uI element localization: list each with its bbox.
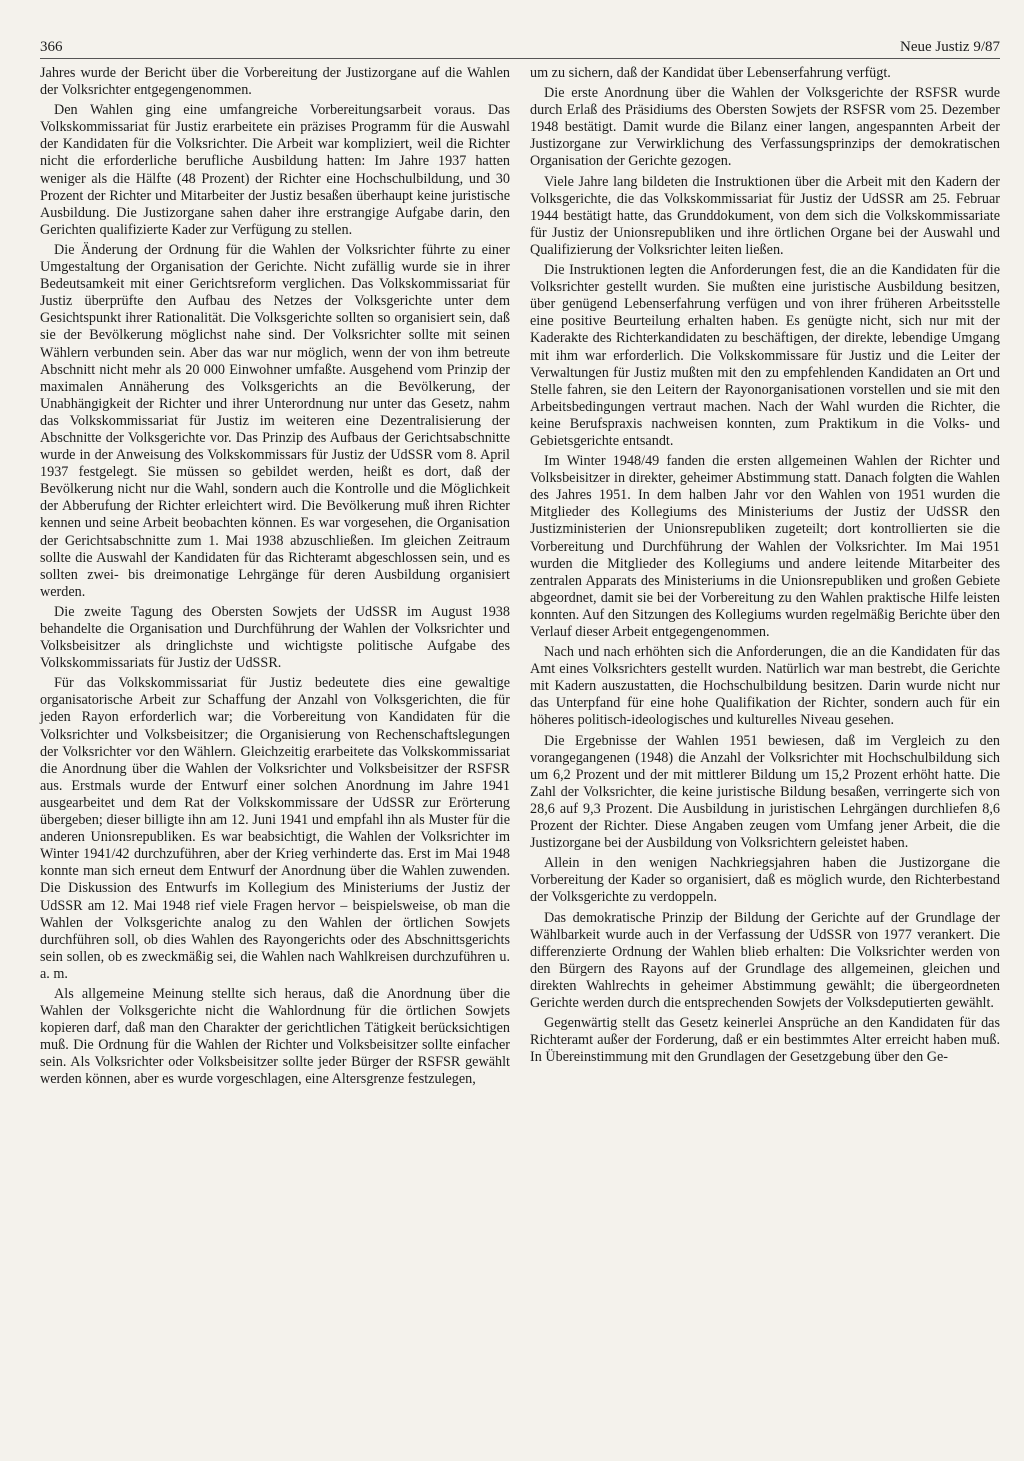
paragraph: Das demokratische Prinzip der Bildung der Gerichte auf der Grundlage der Wählbarkeit wurde auch in der Verfassung der UdSSR von 1977 verankert. Die differenzierte Ordnung der Wahlen blieb erhalten: Die Volksrichter werden von den Bürgern des Rayons auf der Grundlage des allgemeinen, gleichen und direkten Wahlrechts in geheimer Abstimmung gewählt; die übergeordneten Gerichte werden durch die entsprechenden Sowjets der Volksdeputierten gewählt. [530, 909, 1000, 1011]
left-column [40, 65, 510, 1092]
paragraph: Gegenwärtig stellt das Gesetz keinerlei Ansprüche an den Kandidaten für das Richteramt außer der Forderung, daß er ein bestimmtes Alter erreicht haben muß. In Übereinstimmung mit den Grundlagen der Gesetzgebung über den Ge- [530, 1015, 1000, 1066]
journal-issue: Neue Justiz 9/87 [900, 39, 1000, 55]
paragraph: Als allgemeine Meinung stellte sich heraus, daß die Anordnung über die Wahlen der Volksgerichte nicht die Wahlordnung für die örtlichen Sowjets kopieren darf, daß man den Charakter der gerichtlichen Tätigkeit berücksichtigen muß. Die Ordnung für die Wahlen der Richter und Volksbeisitzer sollte einfacher sein. Als Volksrichter oder Volksbeisitzer sollte jeder Bürger der RSFSR gewählt werden können, aber es wurde vorgeschlagen, eine Altersgrenze festzulegen, [40, 985, 510, 1088]
paragraph: Viele Jahre lang bildeten die Instruktionen über die Arbeit mit den Kadern der Volksgerichte, die das Volkskommissariat für Justiz der UdSSR am 25. Februar 1944 bestätigt hatte, das Grunddokument, von dem sich die Volkskommissariate für Justiz der Unionsrepubliken und ihre örtlichen Organe bei der Auswahl und Qualifizierung der Volksrichter leiten ließen. [530, 173, 1000, 258]
paragraph: Nach und nach erhöhten sich die Anforderungen, die an die Kandidaten für das Amt eines Volksrichters gestellt wurden. Natürlich war man bestrebt, die Gerichte mit Kadern auszustatten, die Hochschulbildung besitzen. Darin wurde nicht nur das Unterpfand für eine hohe Qualifikation der Richter, sondern auch für ein höheres politisch-ideologisches und kulturelles Niveau gesehen. [530, 644, 1000, 729]
paragraph: Den Wahlen ging eine umfangreiche Vorbereitungsarbeit voraus. Das Volkskommissariat für Justiz erarbeitete ein präzises Programm für die Auswahl der Kandidaten für die Volksrichter. Die Arbeit war kompliziert, weil die Richter nicht die erforderliche berufliche Ausbildung hatten: Im Jahre 1937 hatten weniger als die Hälfte (48 Prozent) der Richter eine Hochschulbildung, und 30 Prozent der Richter und Mitarbeiter der Justiz besaßen überhaupt keine juristische Ausbildung. Die Justizorgane sahen daher ihre erstrangige Aufgabe darin, den Gerichten qualifizierte Kader zur Verfügung zu stellen. [40, 102, 510, 238]
paragraph: Im Winter 1948/49 fanden die ersten allgemeinen Wahlen der Richter und Volksbeisitzer in direkter, geheimer Abstimmung statt. Danach folgten die Wahlen des Jahres 1951. In dem halben Jahr vor den Wahlen von 1951 wurden die Mitglieder des Kollegiums des Ministeriums der Justiz der UdSSR den Justizministerien der Unionsrepubliken zugeteilt; dort kontrollierten sie die Vorbereitung und Durchführung der Wahlen der Volksrichter. Im Mai 1951 wurden die Mitglieder des Kollegiums und andere leitende Mitarbeiter des zentralen Apparats des Ministeriums in die Unionsrepubliken und großen Gebiete abgeordnet, damit sie bei der Vorbereitung zu den Wahlen praktische Hilfe leisten konnten. Auf den Sitzungen des Kollegiums wurden regelmäßig Berichte über den Verlauf dieser Arbeit entgegengenommen. [530, 453, 1000, 640]
right-column [530, 65, 1000, 1092]
paragraph: Die zweite Tagung des Obersten Sowjets der UdSSR im August 1938 behandelte die Organisation und Durchführung der Wahlen der Volksrichter und Volksbeisitzer als dringlichste und wichtigste politische Aufgabe des Volkskommissariats für Justiz der UdSSR. [40, 603, 510, 672]
paragraph: Jahres wurde der Bericht über die Vorbereitung der Justizorgane auf die Wahlen der Volksrichter entgegengenommen. [40, 65, 510, 99]
paragraph: Für das Volkskommissariat für Justiz bedeutete dies eine gewaltige organisatorische Arbeit zur Schaffung der Anzahl von Volksgerichten, die für jeden Rayon erforderlich war; die Vorbereitung von Kandidaten für die Volksrichter und Volksbeisitzer; die Organisierung von Rechenschaftslegungen der Volksrichter vor den Wählern. Gleichzeitig erarbeitete das Volkskommissariat die Anordnung über die Wahlen der Volksrichter und Volksbeisitzer der RSFSR aus. Erstmals wurde der Entwurf einer solchen Anordnung im Jahre 1941 ausgearbeitet und dem Rat der Volkskommissare der UdSSR zur Erörterung übergeben; dieser billigte ihn am 12. Juni 1941 und empfahl ihn als Muster für die anderen Unionsrepubliken. Es war beabsichtigt, die Wahlen der Volksrichter im Winter 1941/42 durchzuführen, aber der Krieg verhinderte das. Erst im Mai 1948 konnte man sich erneut dem Entwurf der Anordnung über die Wahlen zuwenden. Die Diskussion des Entwurfs im Kollegium des Ministeriums der Justiz der UdSSR am 12. Mai 1948 rief viele Fragen hervor – beispielsweise, ob man die Wahlen der Volksgerichte analog zu den Wahlen der örtlichen Sowjets durchführen soll, ob dies Wahlen des Rayongerichts oder des Abschnittsgerichts sein sollen, ob es zweckmäßig sei, die Wahlen nach Wahlkreisen durchzuführen u. a. m. [40, 675, 510, 982]
paragraph: Die Ergebnisse der Wahlen 1951 bewiesen, daß im Vergleich zu den vorangegangenen (1948) die Anzahl der Volksrichter mit Hochschulbildung sich um 6,2 Prozent und der mit mittlerer Bildung um 15,2 Prozent erhöht hatte. Die Zahl der Volksrichter, die keine juristische Bildung besaßen, verringerte sich von 28,6 auf 9,3 Prozent. Die Ausbildung in juristischen Lehrgängen durchliefen 8,6 Prozent der Richter. Diese Angaben zeugen vom Umfang jener Arbeit, die die Justizorgane bei der Ausbildung von Volksrichtern geleistet haben. [530, 732, 1000, 852]
paragraph: Allein in den wenigen Nachkriegsjahren haben die Justizorgane die Vorbereitung der Kader so organisiert, daß es möglich wurde, den Richterbestand der Volksgerichte zu verdoppeln. [530, 855, 1000, 906]
page-number: 366 [40, 39, 63, 55]
text-columns [40, 65, 1000, 1092]
page-header [40, 38, 1000, 59]
paragraph: Die Instruktionen legten die Anforderungen fest, die an die Kandidaten für die Volksrichter gestellt wurden. Sie mußten eine juristische Ausbildung besitzen, über genügend Lebenserfahrung verfügen und von ihrer früheren Arbeitsstelle eine positive Beurteilung erhalten haben. Es genügte nicht, sich nur mit der Kaderakte des Richterkandidaten zu beschäftigen, der direkte, lebendige Umgang mit ihm war erforderlich. Die Volkskommissare für Justiz und die Leiter der Verwaltungen für Justiz mußten mit den zu empfehlenden Kandidaten an Ort und Stelle fahren, sie den Leitern der Rayonorganisationen vorstellen und sie mit den Arbeitsbedingungen vertraut machen. Nach der Wahl wurden die Richter, die keine Berufspraxis nachweisen konnten, zum Praktikum in die Volks- und Gebietsgerichte entsandt. [530, 262, 1000, 449]
paragraph: Die erste Anordnung über die Wahlen der Volksgerichte der RSFSR wurde durch Erlaß des Präsidiums des Obersten Sowjets der RSFSR vom 25. Dezember 1948 bestätigt. Damit wurde die Bilanz einer langen, angespannten Arbeit der Justizorgane zur Verwirklichung des Verfassungsprinzips der demokratischen Organisation der Gerichte gezogen. [530, 85, 1000, 170]
paragraph: Die Änderung der Ordnung für die Wahlen der Volksrichter führte zu einer Umgestaltung der Organisation der Gerichte. Nicht zufällig wurde sie in ihrer Bedeutsamkeit mit einer Gerichtsreform verglichen. Das Volkskommissariat für Justiz überprüfte den Aufbau des Netzes der Volksgerichte unter dem Gesichtspunkt ihrer Rationalität. Die Volksgerichte sollten so organisiert sein, daß sie der Bevölkerung möglichst nahe sind. Der Volksrichter sollte mit seinen Wählern verbunden sein. Aber das war nur möglich, wenn der von ihm betreute Abschnitt nicht mehr als 20 000 Einwohner umfaßte. Ausgehend vom Prinzip der maximalen Annäherung des Volksgerichts an die Bevölkerung, der Unabhängigkeit der Richter und ihrer Unterordnung nur unter das Gesetz, nahm das Volkskommissariat für Justiz im weiteren eine Dezentralisierung der Abschnitte der Volksgerichte vor. Das Prinzip des Aufbaus der Gerichtsabschnitte wurde in der Anweisung des Volkskommissars für Justiz der UdSSR vom 8. April 1937 festgelegt. Sie müssen so gebildet werden, heißt es dort, daß der Bevölkerung nicht nur die Wahl, sondern auch die Kontrolle und die Möglichkeit der Abberufung der Richter erleichtert wird. Die Bevölkerung muß ihren Richter kennen und seine Arbeit beobachten können. Es war vorgesehen, die Organisation der Gerichtsabschnitte zum 1. Mai 1938 abzuschließen. Im gleichen Zeitraum sollte die Auswahl der Kandidaten für das Richteramt abgeschlossen sein, und es sollten zwei- bis dreimonatige Lehrgänge für deren Ausbildung organisiert werden. [40, 241, 510, 600]
paragraph: um zu sichern, daß der Kandidat über Lebenserfahrung verfügt. [530, 65, 891, 81]
